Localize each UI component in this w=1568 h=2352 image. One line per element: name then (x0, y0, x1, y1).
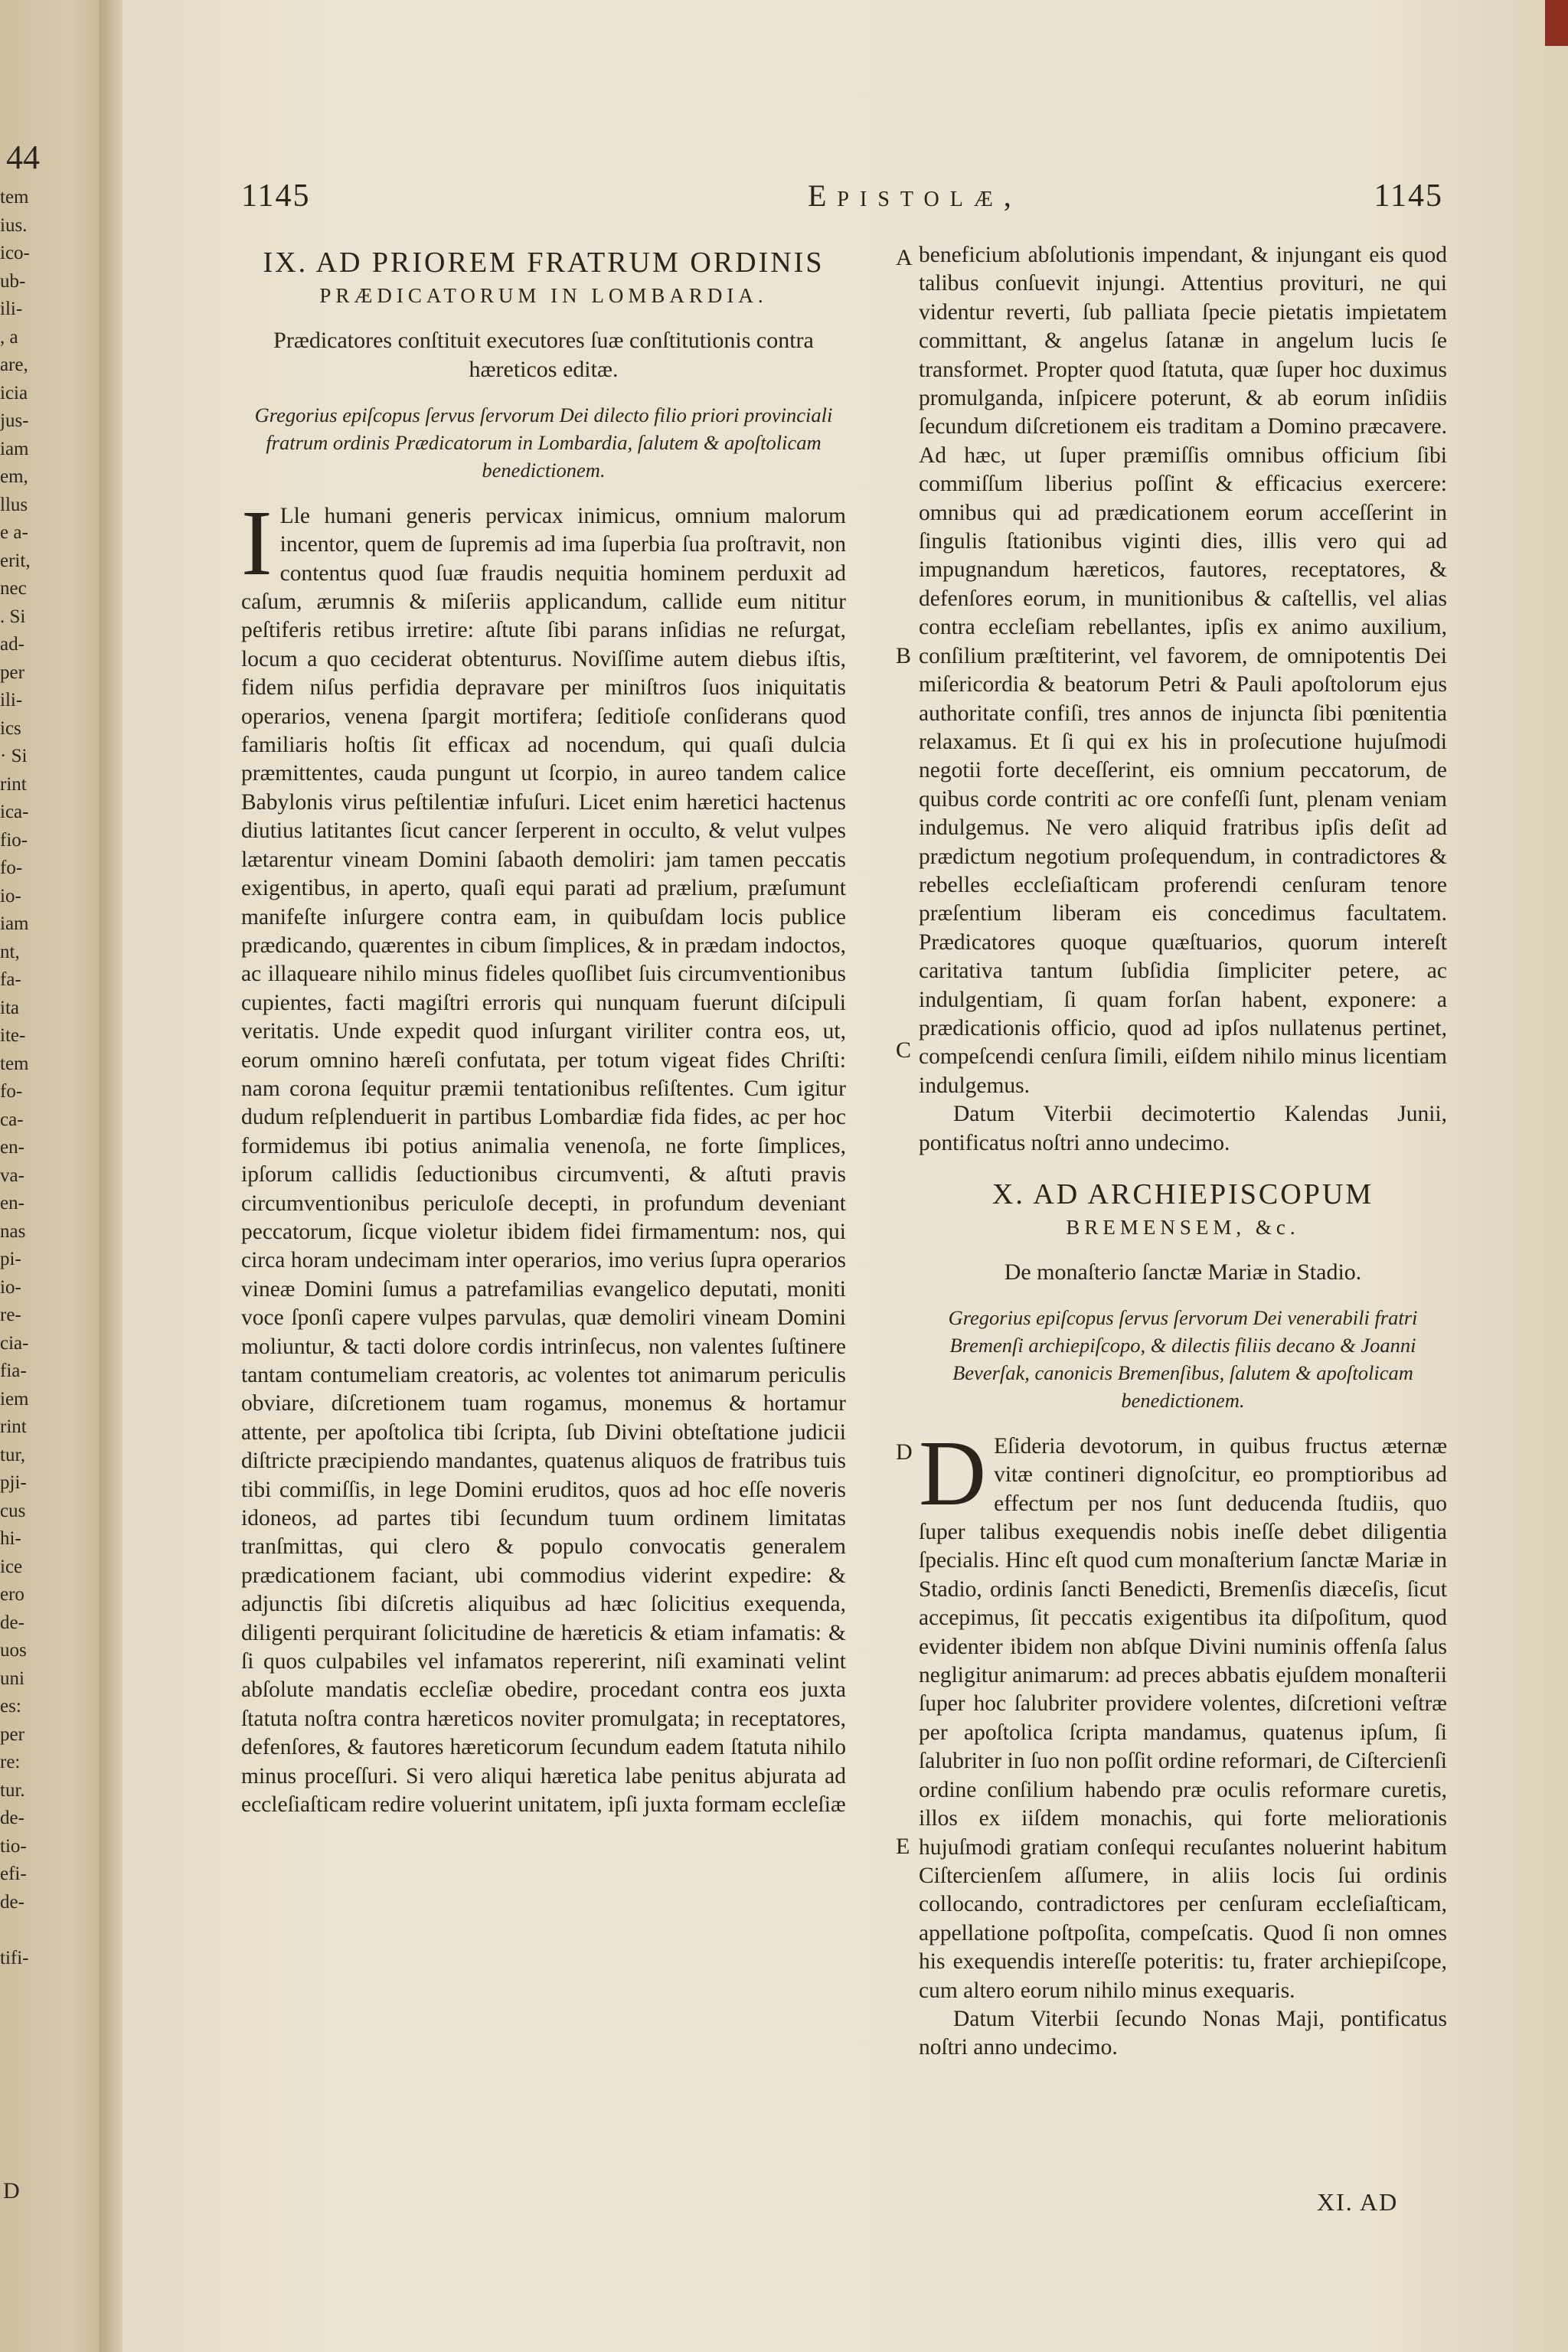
left-page-fragment: tem (0, 1053, 29, 1074)
running-header (241, 178, 1443, 224)
left-page-fragment: va- (0, 1165, 24, 1186)
left-page-fragment: ica- (0, 802, 29, 822)
left-page-fragment: fio- (0, 829, 28, 851)
letter-x-dropcap: D (919, 1421, 987, 1525)
left-column (241, 241, 846, 1820)
letter-ix-heading: IX. AD PRIOREM FRATRUM ORDINIS (263, 247, 825, 279)
left-page-fragment: iam (0, 438, 29, 459)
right-column (919, 241, 1447, 2063)
left-page-fragment: cia- (0, 1332, 29, 1354)
left-page-fragment: fia- (0, 1361, 27, 1381)
left-page-fragment: . Si (0, 606, 26, 627)
left-page-fragment: en- (0, 1137, 24, 1158)
letter-ix-heading-sub: PRÆDICATORUM IN LOMBARDIA. (319, 284, 768, 308)
left-page-fragment: hi- (0, 1528, 21, 1549)
left-page-bottom-letter: D (3, 2178, 20, 2203)
left-page-fragment: fo- (0, 1081, 23, 1102)
left-page-fragment: uni (0, 1668, 24, 1689)
left-page-fragment: rint (0, 1416, 27, 1437)
left-page-fragment: tio- (0, 1835, 27, 1857)
letter-ix-body-continued: beneficium abſolutionis impendant, & injungant eis quod talibus conſuevit injungi. Attentius provituri, ne qui videntur reverti, ſub palliata ſpecie pietatis impietatem committant, & angelus ſatanæ in angelum lucis ſe transformet. Propter quod ſtatuta, quæ ſuper hoc duximus promulganda, inſpicere poterunt, & ab eorum inſidiis ſecundum diſcretionem eis traditam a Domino præcavere. Ad hæc, ut ſuper præmiſſis omnibus officium ſibi commiſſum liberius poſſint & efficacius exercere: omnibus qui ad prædicationem eorum acceſſerint in ſingulis ſtationibus viginti dies, illis vero qui ad impugnandum hæreticos, fautores, receptatores, & defenſores eorum, in munitionibus & caſtellis, vel alias contra eccleſiam rebellantes, ipſis ex animo auxilium, conſilium præſtiterint, vel favorem, de omnipotentis Dei miſericordia & beatorum Petri & Pauli apoſtolorum ejus authoritate confiſi, tres annos de injuncta ſibi pœnitentia relaxamus. Et ſi qui ex his in proſecutione hujuſmodi negotii forte deceſſerint, eis omnium peccatorum, de quibus corde contriti ac ore confeſſi ſunt, plenam veniam indulgemus. Ne vero aliquid fratribus ipſis deſit ad prædictum negotium proſequendum, in contradictores & rebelles eccleſiaſticam proferendi cenſuram tenore præſentium liberam eis concedimus facultatem. Prædicatores quoque quæſtuarios, quorum intereſt caritativa tantum ſubſidia ſimpliciter petere, ac indulgentiam, ſi quam forſan habent, exponere: a prædicationis officio, quod ad ipſos nullatenus pertinet, compeſcendi cenſura ſimili, eiſdem nihilo minus licentiam indulgemus. (919, 243, 1447, 1098)
left-page-edge (0, 0, 115, 2352)
margin-letter-c: C (896, 1037, 912, 1063)
left-page-fragment: ico- (0, 243, 30, 263)
margin-letter-d: D (896, 1439, 913, 1465)
running-title: Epistolæ, (808, 178, 1022, 213)
letter-ix-dropcap: I (241, 491, 273, 595)
left-page-fragment: ca- (0, 1109, 24, 1130)
page-number-right: 1145 (1374, 178, 1443, 214)
left-page-fragment: ics (0, 717, 21, 739)
left-page-fragment: ub- (0, 270, 26, 292)
left-page-fragment: llus (0, 494, 28, 515)
left-page-fragment: fo- (0, 858, 23, 878)
letter-ix-summary: Prædicatores conſtituit executores ſuæ conſtitutionis contra hæreticos editæ. (273, 327, 814, 382)
letter-ix-body-text: Lle humani generis pervicax inimicus, omnium malorum incentor, quem de ſupremis ad ima ſuperbia ſua proſtravit, non contentus quod ſuæ fraudis nequitia hominem perduxit ad caſum, ærumnis & miſeriis applicandum, callide eum nititur peſtiferis retibus irretire: aſtute ſibi parans inſidias ne reſurgat, locum a quo ceciderat obtenturus. Noviſſime autem diebus iſtis, fidem niſus perfidia depravare per miniſtros ſuos iniquitatis operarios, venena ſpargit mortifera; ſeditioſe conſiderans quod familiaris hoſtis ſit efficax ad nocendum, qui quaſi dulcia præmittentes, cauda pungunt ut ſcorpio, in aureo tandem calice Babylonis virus peſtilentiæ infuſuri. Licet enim hæretici hactenus diutius latitantes ſicut cancer ſerperent in occulto, & velut vulpes lætarentur vineam Domini ſabaoth demoliri: jam tamen peccatis exigentibus, in aperto, quaſi equi parati ad prælium, præſumunt manifeſte inſurgere contra eam, in quibuſdam locis publice prædicando, quærentes in cibum ſimplices, & in prædam indoctos, ac illaqueare nihilo minus fideles quoſlibet ſuis circumventionibus cupientes, facti magiſtri erroris qui nunquam fuerunt diſcipuli veritatis. Unde expedit quod inſurgant viriliter contra eos, ut, eorum omnino hæreſi confutata, per totum vigeat fides Chriſti: nam corona ſequitur præmii tentationibus reſiſtentes. Cum igitur dudum reſplenduerit in partibus Lombardiæ fida fides, ac per hoc formidemus ibi potius animalia venenoſa, ne forte ſimplices, ipſorum callidis ſeductionibus circumventi, & aſtuti pravis circumventionibus periculoſe decepti, in profundum deveniant peccatorum, ſicque violetur ibidem fidei firmamentum: nos, qui circa horam undecimam inter operarios, imo verius ſupra operarios vineæ Domini ſumus a patrefamilias evangelico deputati, moniti voce ſponſi capere vulpes parvulas, quæ demoliri vineam Domini moliuntur, & tacti dolore cordis intrinſecus, non valentes ſuſtinere tantam contumeliam creatoris, ac volentes tot animarum periculis obviare, diſcretionem tuam rogamus, monemus & hortamur attente, per apoſtolica tibi ſcripta, ſub Divini obteſtatione judicii diſtricte præcipiendo mandantes, quatenus aliquos de fratribus tuis tibi commiſſis, in lege Domini eruditos, quos ad hoc eſſe noveris idoneos, ad partes tibi ſecundum tuum ordinem limitatas tranſmittas, qui clero & populo convocatis generalem prædicationem faciant, ubi commodius viderint expedire: & adjunctis ſibi diſcretis aliquibus ad hæc ſolicitius exequenda, diligenti perquirant ſolicitudine de hæreticis & etiam infamatis: & ſi quos culpabiles vel infamatos repererint, niſi examinati velint abſolute mandatis eccleſiæ obedire, procedant contra eos juxta ſtatuta noſtra contra hæreticos noviter promulgata; in receptatores, defenſores, & fautores hæreticorum ſecundum eadem ſtatuta nihilo minus proceſſuri. Si vero aliqui hæretica labe penitus abjurata ad eccleſiaſticam redire voluerint unitatem, ipſi juxta formam eccleſiæ (241, 503, 846, 1818)
letter-ix-salutation: Gregorius epiſcopus ſervus ſervorum Dei dilecto filio priori provinciali fratrum ordinis Prædicatorum in Lombardia, ſalutem & apoſtolicam benedictionem. (254, 403, 833, 482)
left-page-fragment: nec (0, 578, 27, 599)
left-page-fragment: iam (0, 913, 29, 934)
right-page (122, 0, 1568, 2352)
left-page-fragment: · Si (0, 746, 28, 766)
left-page-fragment: io- (0, 1276, 21, 1298)
left-page-fragment: re: (0, 1752, 21, 1772)
letter-x-heading-sub: BREMENSEM, &c. (1066, 1216, 1300, 1240)
left-page-fragment: ita (0, 997, 19, 1018)
letter-x-salutation: Gregorius epiſcopus ſervus ſervorum Dei venerabili fratri Bremenſi archiepiſcopo, & dilectis filiis decano & Joanni Beverſak, canonicis Bremenſibus, ſalutem & apoſtolicam benedictionem. (948, 1305, 1418, 1412)
left-page-fragment: are, (0, 354, 28, 375)
letter-x-body-text: Eſideria devotorum, in quibus fructus æternæ vitæ contineri dignoſcitur, eo promptioribus ad effectum per nos ſunt deducenda ſtudiis, quo ſuper talibus exequendis nobis ineſſe debet diligentia ſpecialis. Hinc eſt quod cum monaſterium ſanctæ Mariæ in Stadio, ordinis ſancti Benedicti, Bremenſis diæceſis, ſicut accepimus, ſit peccatis exigentibus ita diſpoſitum, quod evidenter ibidem non abſque Divini numinis offenſa ſalus negligitur animarum: ad preces abbatis ejuſdem monaſterii ſuper hoc ſalubriter providere volentes, diſcretioni veſtræ per apoſtolica ſcripta mandamus, quatenus ipſum, ſi ſalubriter in ſuo non poſſit ordine reformari, de Ciſtercienſi ordine conſilium habendo præ oculis reformare curetis, illos ex iiſdem monachis, qui forte meliorationis hujuſmodi gratiam conſequi recuſantes noluerint habitum Ciſtercienſem aſſumere, in aliis locis ſui ordinis collocando, contradictores per cenſuram eccleſiaſticam, appellatione poſtpoſita, compeſcatis. Quod ſi non omnes his exequendis intereſſe poteritis: tu, frater archiepiſcope, cum altero eorum nihilo minus exequaris. (919, 1433, 1447, 2003)
left-page-fragment: ero (0, 1584, 24, 1605)
left-page-number: 44 (6, 139, 40, 176)
left-page-fragment: e a- (0, 522, 28, 543)
left-page-fragment: cus (0, 1500, 26, 1521)
left-page-fragment: rint (0, 773, 27, 795)
letter-x-dateline: Datum Viterbii ſecundo Nonas Maji, pontificatus noſtri anno undecimo. (919, 2006, 1447, 2060)
left-page-fragment: en- (0, 1193, 24, 1214)
left-page-fragment: re- (0, 1305, 21, 1325)
left-page-fragment: erit, (0, 550, 31, 571)
catchword: XI. AD (1317, 2188, 1399, 2216)
left-page-fragment: de- (0, 1808, 24, 1828)
left-page-fragment: ite- (0, 1025, 26, 1046)
left-page-fragment: nas (0, 1220, 26, 1242)
left-page-fragment: pi- (0, 1249, 21, 1269)
margin-letter-a: A (896, 245, 913, 270)
page-number-left: 1145 (241, 178, 311, 214)
left-page-fragment: tur, (0, 1444, 26, 1465)
left-page-fragment: icia (0, 382, 28, 403)
left-page-fragment: ad- (0, 634, 24, 655)
left-page-fragment: de- (0, 1891, 24, 1913)
left-page-fragment: fa- (0, 969, 21, 990)
left-page-fragments (0, 184, 107, 1972)
left-page-fragment: io- (0, 885, 21, 906)
letter-ix-dateline: Datum Viterbii decimotertio Kalendas Junii, pontificatus noſtri anno undecimo. (919, 1102, 1447, 1155)
left-page-fragment: , a (0, 326, 18, 348)
left-page-fragment: jus- (0, 410, 29, 431)
left-page-fragment: ius. (0, 214, 28, 236)
left-page-fragment: ili- (0, 690, 23, 710)
margin-letter-e: E (896, 1834, 910, 1859)
left-page-fragment: uos (0, 1640, 27, 1661)
left-page-fragment: de- (0, 1612, 24, 1633)
letter-x-summary: De monaſterio ſanctæ Mariæ in Stadio. (1004, 1259, 1362, 1285)
left-page-fragment: es: (0, 1696, 21, 1717)
left-page-fragment: ice (0, 1556, 23, 1577)
letter-x-body (919, 1421, 1447, 2005)
letter-ix-body (241, 491, 846, 1820)
margin-letter-b: B (896, 643, 912, 668)
left-page-fragment (0, 1916, 107, 1945)
left-page-fragment: per (0, 1723, 24, 1745)
left-page-fragment: per (0, 662, 24, 683)
letter-x-heading: X. AD ARCHIEPISCOPUM (991, 1178, 1374, 1210)
left-page-fragment: iem (0, 1388, 29, 1410)
left-page-fragment: em, (0, 466, 28, 487)
left-page-fragment: tifi- (0, 1947, 29, 1968)
left-page-fragment: tur. (0, 1779, 25, 1801)
left-page-fragment: nt, (0, 941, 20, 962)
left-page-fragment: ili- (0, 299, 23, 319)
left-page-fragment: pji- (0, 1472, 27, 1493)
book-edge-ribbon (1545, 0, 1568, 46)
left-page-fragment: efi- (0, 1864, 27, 1884)
left-page-fragment: tem (0, 187, 29, 207)
